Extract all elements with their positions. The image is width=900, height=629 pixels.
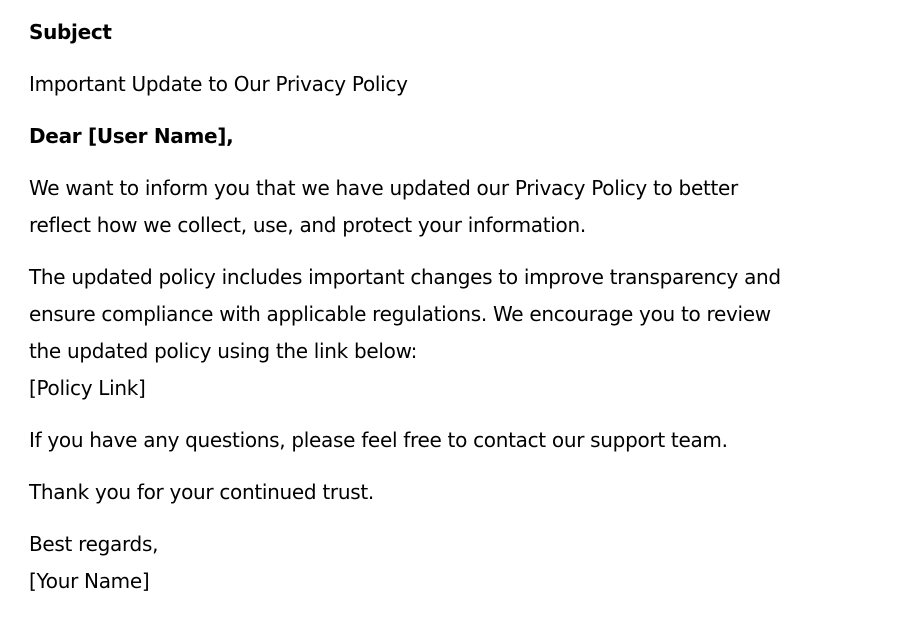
email-document: [29, 14, 879, 615]
paragraph-thanks: Thank you for your continued trust.: [29, 480, 374, 504]
paragraph-details: [29, 259, 879, 407]
subject-text: Important Update to Our Privacy Policy: [29, 72, 408, 96]
subject-label: Subject: [29, 20, 112, 44]
closing: Best regards,: [29, 532, 159, 556]
paragraph-line: reflect how we collect, use, and protect your information.: [29, 213, 586, 237]
paragraph-line: the updated policy using the link below:: [29, 339, 418, 363]
policy-link-placeholder: [Policy Link]: [29, 376, 146, 400]
paragraph-questions: If you have any questions, please feel free to contact our support team.: [29, 428, 728, 452]
paragraph-line: The updated policy includes important changes to improve transparency and: [29, 265, 781, 289]
paragraph-line: ensure compliance with applicable regulations. We encourage you to review: [29, 302, 771, 326]
paragraph-line: We want to inform you that we have updated our Privacy Policy to better: [29, 176, 738, 200]
closing-block: [29, 526, 879, 600]
greeting: Dear [User Name],: [29, 124, 234, 148]
paragraph-intro: [29, 170, 879, 244]
signature: [Your Name]: [29, 569, 150, 593]
